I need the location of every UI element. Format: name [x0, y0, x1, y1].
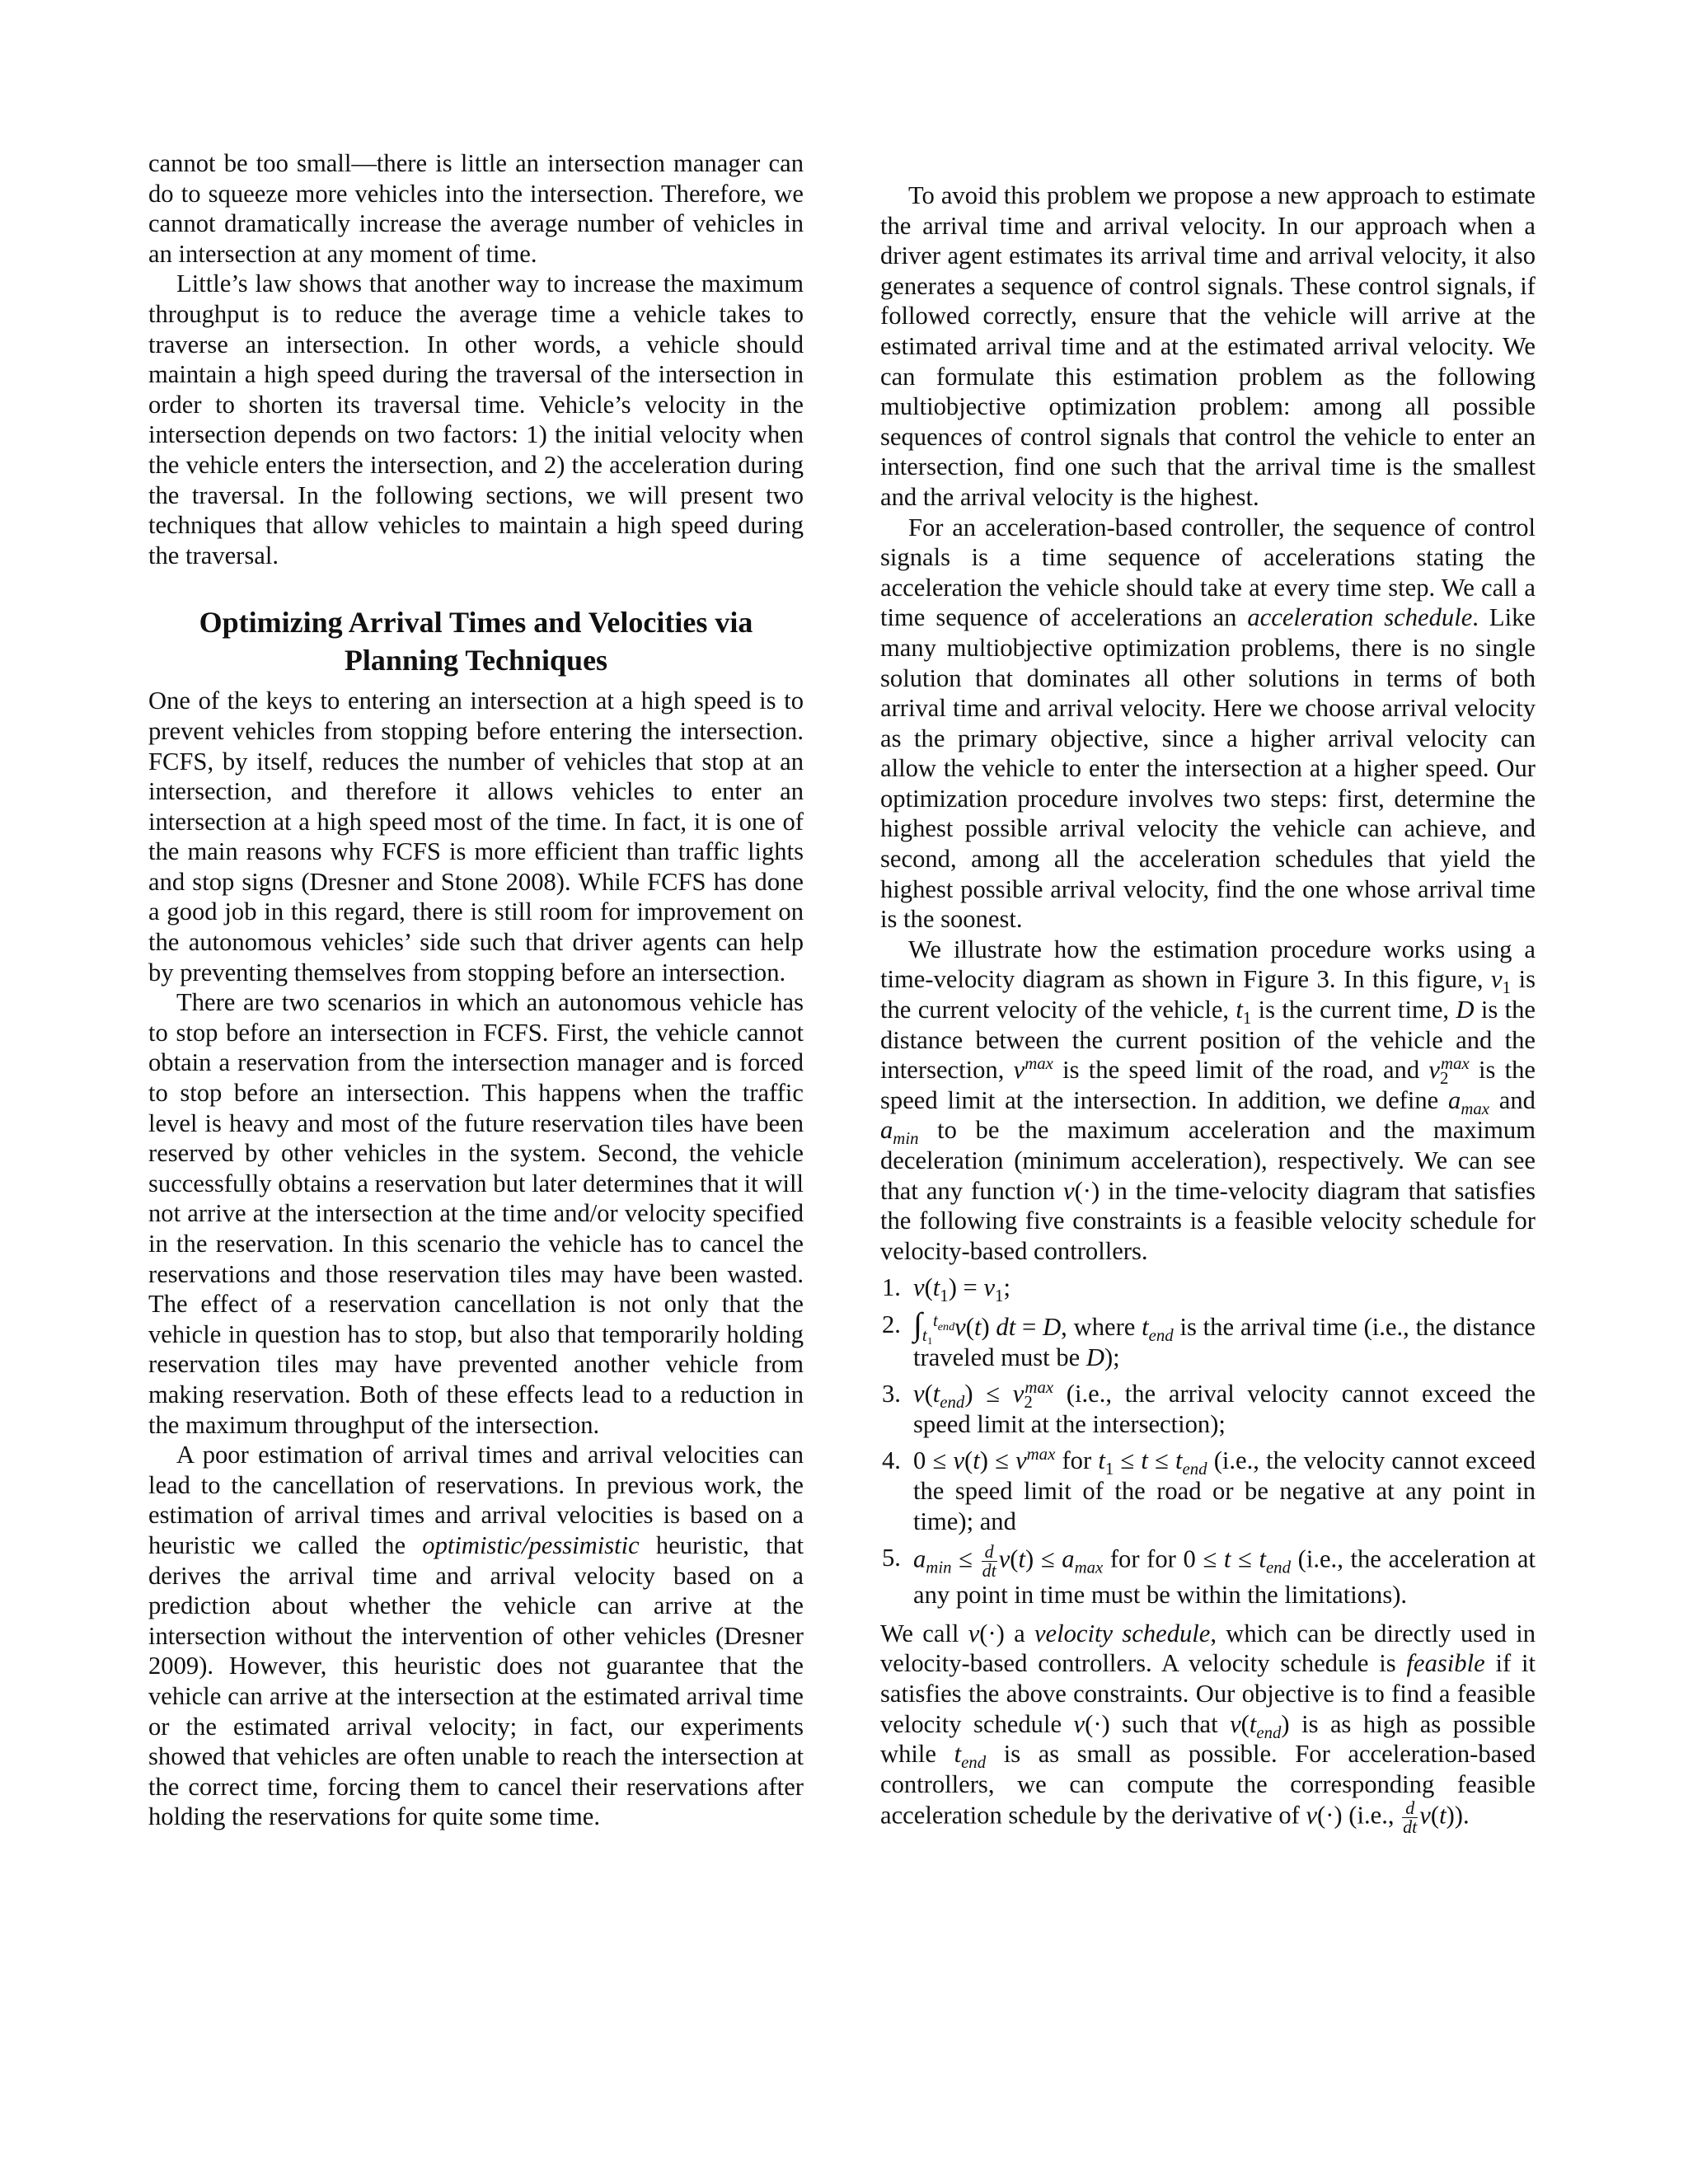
constraint-4: 4. $0 \le v(t) \le v^{max}$ for $t_1 \le t \le t_{end}$ (i.e., the velocity cannot exceed the speed limit of the road or be negative at any point in time); and	[882, 1445, 1536, 1535]
paragraph-time-velocity-diagram: We illustrate how the estimation procedure works using a time-velocity diagram as shown in Figure 3. In this figure, $v_1$ is the current velocity of the vehicle, $t_1$ is the current time, D is the distance between the current position of the vehicle and the intersection, $v^{max}$ is the speed limit of the road, and $v_2^{max}$ is the speed limit at the intersection. In addition, we define $a_{max}$ and $a_{min}$ to be the maximum acceleration and the maximum deceleration (minimum acceleration), respectively. We can see that any function v(·) in the time-velocity diagram that satisfies the following five constraints is a feasible velocity schedule for velocity-based controllers.	[880, 935, 1536, 1265]
paragraph-two-scenarios: There are two scenarios in which an autonomous vehicle has to stop before an intersection in FCFS. First, the vehicle cannot obtain a reservation from the intersection manager and is forced to stop before an intersection. This happens when the traffic level is heavy and most of the future reservation tiles have been reserved by other vehicles in the system. Second, the vehicle successfully obtains a reservation but later determines that it will not arrive at the intersection at the time and/or velocity specified in the reservation. In this scenario the vehicle has to cancel the reservations and those reservation tiles may have been wasted. The effect of a reservation cancellation is not only that the vehicle in question has to stop, but also that temporarily holding reservation tiles may have prevented another vehicle from making reservation. Both of these effects lead to a reduction in the maximum throughput of the intersection.	[148, 988, 804, 1439]
paragraph-velocity-schedule: We call v(·) a velocity schedule, which can be directly used in velocity-based controllers. A velocity schedule is feasible if it satisfies the above constraints. Our objective is to find a feasible velocity schedule v(·) such that $v(t_{end})$ is as high as possible while $t_{end}$ is as small as possible. For acceleration-based controllers, we can compute the corresponding feasible acceleration schedule by the derivative of v(·) (i.e., $\frac{d}{dt}$ v(t)).	[880, 1619, 1536, 1838]
right-column	[880, 180, 1536, 1836]
paragraph-intersection-size: cannot be too small—there is little an intersection manager can do to squeeze more vehicles into the intersection. Therefore, we cannot dramatically increase the average number of vehicles in an intersection at any moment of time.	[148, 149, 804, 268]
term-optimistic-pessimistic: optimistic/pessimistic	[422, 1530, 640, 1559]
constraint-5: 5. $a_{min}$ ≤ $\frac{d}{dt}$ $v(t) \le a_{max}$ for for $0 \le t \le t_{end}$ (i.e., the acceleration at any point in time must be within the limitations).	[882, 1541, 1536, 1610]
left-column	[148, 148, 804, 1832]
term-feasible: feasible	[1406, 1649, 1485, 1678]
paragraph-littles-law: Little’s law shows that another way to increase the maximum throughput is to reduce the average time a vehicle takes to traverse an intersection. In other words, a vehicle should maintain a high speed during the traversal of the intersection in order to shorten its traversal time. Vehicle’s velocity in the intersection depends on two factors: 1) the initial velocity when the vehicle enters the intersection, and 2) the acceleration during the traversal. In the following sections, we will present two techniques that allow vehicles to maintain a high speed during the traversal.	[148, 269, 804, 569]
constraint-2: 2. $\int_{t_1}^{t_{end}}v(t)$ dt = D, where $t_{end}$ is the arrival time (i.e., the distance traveled must be D);	[882, 1305, 1536, 1371]
heading-line-1: Optimizing Arrival Times and Velocities via	[199, 606, 753, 640]
paragraph-fcfs: One of the keys to entering an intersection at a high speed is to prevent vehicles from stopping before entering the intersection. FCFS, by itself, reduces the number of vehicles that stop at an intersection, and therefore it allows vehicles to enter an intersection at a high speed most of the time. In fact, it is one of the main reasons why FCFS is more efficient than traffic lights and stop signs (Dresner and Stone 2008). While FCFS has done a good job in this regard, there is still room for improvement on the autonomous vehicles’ side such that driver agents can help by preventing themselves from stopping before an intersection.	[148, 687, 804, 987]
paragraph-acceleration-schedule: For an acceleration-based controller, the sequence of control signals is a time sequence of accelerations stating the acceleration the vehicle should take at every time step. We call a time sequence of accelerations an acceleration schedule. Like many multiobjective optimization problems, there is no single solution that dominates all other solutions in terms of both arrival time and arrival velocity. Here we choose arrival velocity as the primary objective, since a higher arrival velocity can allow the vehicle to enter the intersection at a higher speed. Our optimization procedure involves two steps: first, determine the highest possible arrival velocity the vehicle can achieve, and second, among all the acceleration schedules that yield the highest possible arrival velocity, find the one whose arrival time is the soonest.	[880, 513, 1536, 934]
paragraph-new-approach: To avoid this problem we propose a new approach to estimate the arrival time and arrival velocity. In our approach when a driver agent estimates its arrival time and arrival velocity, it also generates a sequence of control signals. These control signals, if followed correctly, ensure that the vehicle will arrive at the estimated arrival time and at the estimated arrival velocity. We can formulate this estimation problem as the following multiobjective optimization problem: among all possible sequences of control signals that control the vehicle to enter an intersection, find one such that the arrival time is the smallest and the arrival velocity is the highest.	[880, 181, 1536, 511]
term-velocity-schedule: velocity schedule	[1034, 1619, 1211, 1647]
section-heading	[148, 603, 804, 679]
term-acceleration-schedule: acceleration schedule	[1247, 603, 1473, 632]
constraints-list	[880, 1272, 1536, 1610]
paragraph-poor-estimation: A poor estimation of arrival times and arrival velocities can lead to the cancellation of reservations. In previous work, the estimation of arrival times and arrival velocities is based on a heuristic we called the optimistic/pessimistic heuristic, that derives the arrival time and arrival velocity based on a prediction about whether the vehicle can arrive at the intersection without the intervention of other vehicles (Dresner 2009). However, this heuristic does not guarantee that the vehicle can arrive at the intersection at the estimated arrival time or the estimated arrival velocity; in fact, our experiments showed that vehicles are often unable to reach the intersection at the correct time, forcing them to cancel their reservations after holding the reservations for quite some time.	[148, 1441, 804, 1831]
heading-line-2: Planning Techniques	[344, 644, 608, 677]
constraint-1: 1. $v(t_1) = v_1$;	[882, 1273, 1010, 1306]
constraint-3: 3. $v(t_{end}) \le v_2^{max}$ (i.e., the arrival velocity cannot exceed the speed limit at the intersection);	[882, 1377, 1536, 1438]
